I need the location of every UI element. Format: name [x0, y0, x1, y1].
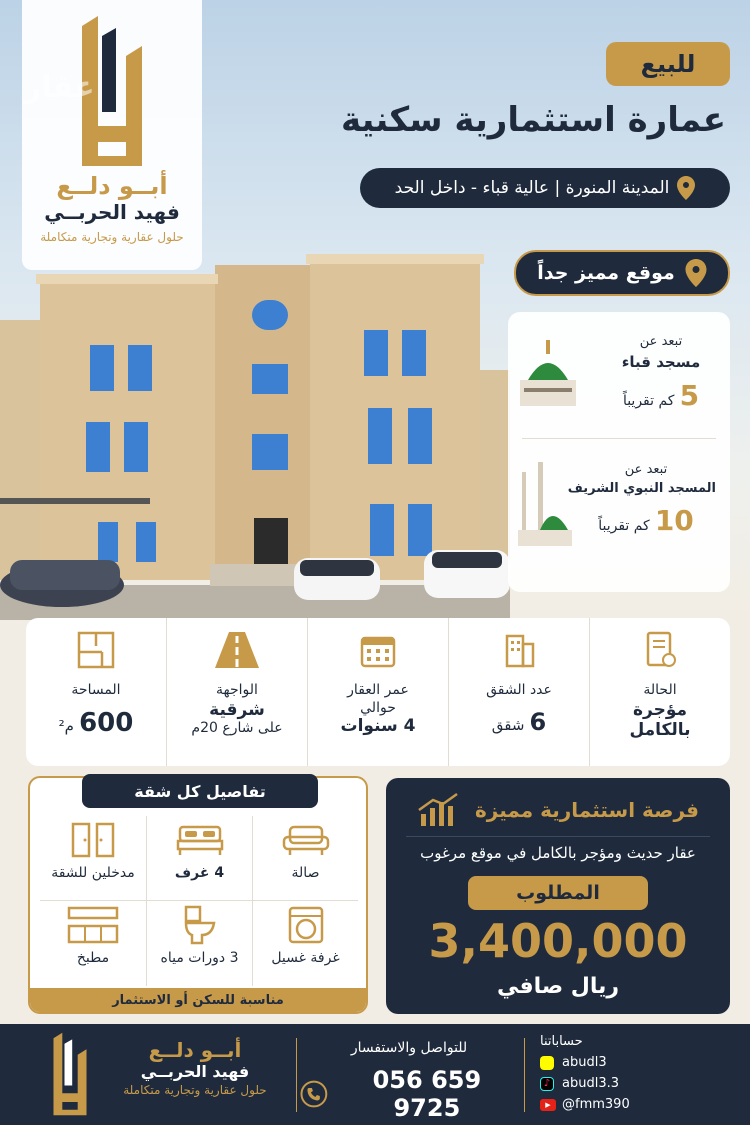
- nearby-item-prophet-mosque: [516, 452, 716, 577]
- stat-age: [308, 618, 449, 766]
- investment-offer: [386, 778, 730, 1014]
- footer-brand-person: فهيد الحربــي: [140, 1062, 250, 1081]
- stat-value: حوالي: [360, 700, 396, 716]
- stat-sub: بالكامل: [629, 720, 691, 740]
- nearby-distance: 5: [679, 379, 700, 412]
- brand-tagline: حلول عقارية وتجارية متكاملة: [40, 230, 184, 244]
- apartment-item: [146, 901, 252, 986]
- floorplan-icon: [76, 630, 116, 670]
- mosque-icon: [516, 336, 580, 408]
- account-snapchat[interactable]: [540, 1055, 740, 1070]
- building-photo: [0, 240, 510, 620]
- doors-icon: [69, 822, 117, 858]
- growth-chart-icon: [417, 792, 461, 828]
- account-handle: abudl3: [562, 1055, 607, 1070]
- stat-label: عدد الشقق: [486, 682, 552, 698]
- footer-bar: [0, 1024, 750, 1125]
- stat-facade: [167, 618, 308, 766]
- apartment-item-name: صالة: [291, 865, 320, 881]
- offer-price: 3,400,000: [428, 914, 688, 968]
- excellent-location-text: موقع مميز جداً: [537, 262, 675, 284]
- tiktok-icon: ♪: [540, 1077, 554, 1091]
- footer-brand-name: أبــو دلــع: [148, 1038, 242, 1062]
- apartment-item: [40, 816, 146, 901]
- offer-required-label: المطلوب: [468, 876, 648, 910]
- washer-icon: [288, 906, 324, 944]
- map-pin-icon: [685, 259, 707, 287]
- nearby-item-quba: [516, 324, 716, 449]
- bed-icon: [176, 823, 224, 857]
- road-icon: [213, 630, 261, 670]
- stat-sub: م²: [58, 717, 74, 735]
- excellent-location-badge: [514, 250, 730, 296]
- offer-heading: فرصة استثمارية مميزة: [474, 798, 700, 822]
- brand-logo-icon: [48, 1032, 92, 1116]
- youtube-icon: ▶: [540, 1099, 556, 1111]
- offer-description: عقار حديث ومؤجر بالكامل في موقع مرغوب: [420, 844, 696, 862]
- apartment-details: [28, 776, 368, 1014]
- stat-value: شرقية: [209, 700, 265, 720]
- phone-icon: [300, 1080, 328, 1108]
- nearby-prefix: تبعد عن: [624, 462, 668, 477]
- nearby-prefix: تبعد عن: [639, 334, 683, 349]
- apartment-item-name: مطبخ: [76, 950, 110, 966]
- map-pin-icon: [677, 176, 695, 200]
- document-icon: [640, 630, 680, 670]
- snapchat-icon: [540, 1056, 554, 1070]
- for-sale-badge: للبيع: [606, 42, 730, 86]
- apartment-item-name: 3 دورات مياه: [160, 950, 239, 966]
- account-handle: abudl3.3: [562, 1076, 619, 1091]
- stat-sub: شقق: [491, 716, 525, 734]
- prophet-mosque-icon: [516, 458, 572, 548]
- nearby-card: [508, 312, 730, 592]
- contact-phone[interactable]: 056 659 9725: [372, 1066, 482, 1122]
- apartment-details-heading: تفاصيل كل شقة: [82, 774, 318, 808]
- brand-name: أبــو دلــع: [56, 172, 168, 200]
- sofa-icon: [282, 823, 330, 857]
- logo-card: [22, 0, 202, 270]
- page-title: عمارة استثمارية سكنية: [340, 100, 726, 140]
- stat-status: [590, 618, 730, 766]
- calendar-icon: [358, 630, 398, 670]
- footer-brand-tagline: حلول عقارية وتجارية متكاملة: [123, 1083, 267, 1097]
- stat-apartments: [449, 618, 590, 766]
- building-icon: [499, 630, 539, 670]
- apartment-item: [252, 816, 358, 901]
- apartment-item: [40, 901, 146, 986]
- accounts-label: حساباتنا: [540, 1034, 583, 1049]
- stat-area: [26, 618, 167, 766]
- stat-label: الحالة: [643, 682, 677, 698]
- apartment-item-name: 4 غرف: [174, 865, 225, 881]
- nearby-unit: كم تقريباً: [622, 393, 675, 409]
- apartment-item-name: مدخلين للشقة: [51, 865, 135, 881]
- stat-value: مؤجرة: [632, 700, 688, 720]
- account-youtube[interactable]: [540, 1097, 740, 1112]
- nearby-unit: كم تقريباً: [598, 518, 650, 534]
- location-text: المدينة المنورة | عالية قباء - داخل الحد: [394, 178, 670, 198]
- stat-sub: 4 سنوات: [340, 716, 416, 736]
- kitchen-icon: [67, 906, 119, 944]
- nearby-place: المسجد النبوي الشريف: [567, 481, 716, 496]
- stat-value: 6: [529, 708, 547, 736]
- account-tiktok[interactable]: [540, 1076, 740, 1091]
- apartment-item: [252, 901, 358, 986]
- stat-sub: على شارع 20م: [191, 720, 283, 736]
- contact-label: للتواصل والاستفسار: [350, 1040, 468, 1056]
- location-bar: [360, 168, 730, 208]
- stats-row: [26, 618, 730, 766]
- stat-label: المساحة: [71, 682, 121, 698]
- watermark: عقار: [24, 70, 95, 105]
- apartment-details-footer: مناسبة للسكن أو الاستثمار: [30, 988, 366, 1012]
- account-handle: @fmm390: [562, 1097, 630, 1112]
- nearby-place: مسجد قباء: [621, 353, 701, 371]
- nearby-distance: 10: [654, 504, 694, 537]
- stat-label: عمر العقار: [347, 682, 409, 698]
- stat-label: الواجهة: [216, 682, 258, 698]
- brand-person: فهيد الحربــي: [44, 200, 180, 224]
- apartment-item: [146, 816, 252, 901]
- offer-currency: ريال صافي: [496, 974, 620, 999]
- toilet-icon: [182, 905, 218, 945]
- apartment-item-name: غرفة غسيل: [271, 950, 340, 966]
- stat-value: 600: [79, 708, 134, 738]
